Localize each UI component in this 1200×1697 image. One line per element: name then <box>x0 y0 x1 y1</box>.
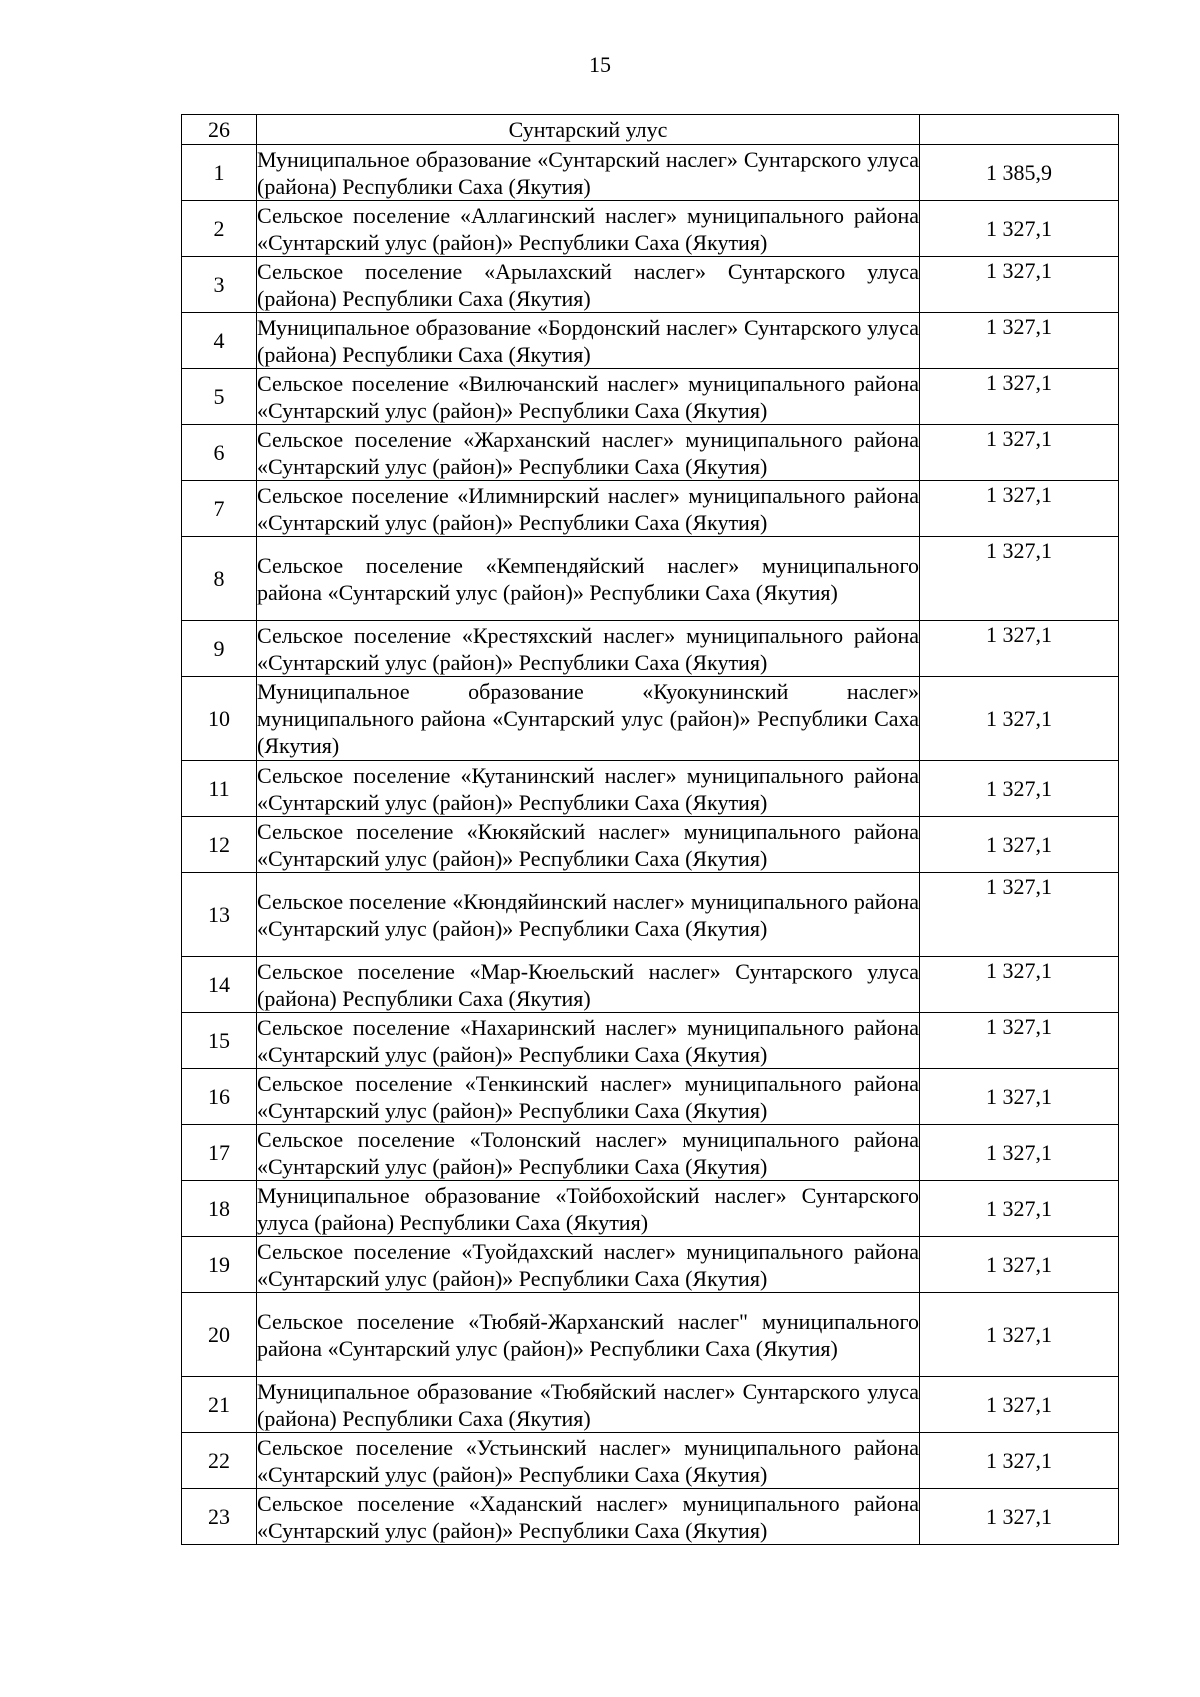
table-row <box>182 201 1119 257</box>
row-value: 1 327,1 <box>920 313 1119 369</box>
row-value: 1 327,1 <box>920 1237 1119 1293</box>
row-value: 1 327,1 <box>920 1125 1119 1181</box>
row-name: Муниципальное образование «Сунтарский наслег» Сунтарского улуса (района) Республики Саха (Якутия) <box>257 146 919 199</box>
table-row <box>182 873 1119 957</box>
row-number: 14 <box>182 957 257 1013</box>
row-number: 6 <box>182 425 257 481</box>
row-name: Сельское поселение «Тюбяй-Жарханский наслег" муниципального района «Сунтарский улус (район)» Республики Саха (Якутия) <box>257 1293 920 1377</box>
table-row <box>182 1377 1119 1433</box>
row-number: 11 <box>182 761 257 817</box>
table-row <box>182 1433 1119 1489</box>
row-name: Сельское поселение «Аллагинский наслег» муниципального района «Сунтарский улус (район)» Республики Саха (Якутия) <box>257 202 919 255</box>
allocation-table <box>181 114 1119 1545</box>
table-row <box>182 1125 1119 1181</box>
table-row <box>182 957 1119 1013</box>
row-value: 1 327,1 <box>920 957 1119 1013</box>
row-number: 17 <box>182 1125 257 1181</box>
row-value: 1 327,1 <box>920 1433 1119 1489</box>
row-number: 9 <box>182 621 257 677</box>
row-value: 1 327,1 <box>920 873 1119 957</box>
row-value: 1 327,1 <box>920 201 1119 257</box>
row-name: Сельское поселение «Устьинский наслег» муниципального района «Сунтарский улус (район)» Республики Саха (Якутия) <box>257 1434 919 1487</box>
table-row <box>182 1181 1119 1237</box>
row-name: Сунтарский улус <box>257 115 920 145</box>
row-value <box>920 115 1119 145</box>
row-name: Сельское поселение «Тенкинский наслег» муниципального района «Сунтарский улус (район)» Республики Саха (Якутия) <box>257 1070 919 1123</box>
page-number: 15 <box>589 52 611 77</box>
row-number: 8 <box>182 537 257 621</box>
row-number: 15 <box>182 1013 257 1069</box>
row-name: Сельское поселение «Кутанинский наслег» муниципального района «Сунтарский улус (район)» Республики Саха (Якутия) <box>257 762 919 815</box>
row-number: 16 <box>182 1069 257 1125</box>
row-name: Сельское поселение «Вилючанский наслег» муниципального района «Сунтарский улус (район)» Республики Саха (Якутия) <box>257 370 919 423</box>
row-value: 1 327,1 <box>920 425 1119 481</box>
row-number: 7 <box>182 481 257 537</box>
row-value: 1 327,1 <box>920 537 1119 621</box>
row-number: 19 <box>182 1237 257 1293</box>
table-row <box>182 621 1119 677</box>
table-row <box>182 1293 1119 1377</box>
row-value: 1 327,1 <box>920 257 1119 313</box>
table-row <box>182 425 1119 481</box>
row-number: 10 <box>182 677 257 761</box>
row-number: 12 <box>182 817 257 873</box>
row-value: 1 327,1 <box>920 1069 1119 1125</box>
row-number: 23 <box>182 1489 257 1545</box>
row-name: Сельское поселение «Толонский наслег» муниципального района «Сунтарский улус (район)» Республики Саха (Якутия) <box>257 1126 919 1179</box>
row-name: Сельское поселение «Хаданский наслег» муниципального района «Сунтарский улус (район)» Республики Саха (Якутия) <box>257 1490 919 1543</box>
row-number: 26 <box>182 115 257 145</box>
row-name: Муниципальное образование «Тойбохойский наслег» Сунтарского улуса (района) Республики Саха (Якутия) <box>257 1182 919 1235</box>
table-row <box>182 817 1119 873</box>
table-row <box>182 145 1119 201</box>
row-value: 1 327,1 <box>920 1013 1119 1069</box>
row-number: 21 <box>182 1377 257 1433</box>
row-name: Сельское поселение «Крестяхский наслег» муниципального района «Сунтарский улус (район)» Республики Саха (Якутия) <box>257 622 919 675</box>
row-name: Сельское поселение «Кюндяйинский наслег» муниципального района «Сунтарский улус (район)» Республики Саха (Якутия) <box>257 873 920 957</box>
row-number: 2 <box>182 201 257 257</box>
row-value: 1 327,1 <box>920 481 1119 537</box>
row-number: 13 <box>182 873 257 957</box>
table-row <box>182 481 1119 537</box>
row-value: 1 327,1 <box>920 761 1119 817</box>
table-row <box>182 1069 1119 1125</box>
row-value: 1 327,1 <box>920 1293 1119 1377</box>
table-group-row <box>182 115 1119 145</box>
row-value: 1 327,1 <box>920 369 1119 425</box>
row-name: Муниципальное образование «Бордонский наслег» Сунтарского улуса (района) Республики Саха (Якутия) <box>257 314 919 367</box>
table-row <box>182 369 1119 425</box>
table-row <box>182 257 1119 313</box>
row-name: Сельское поселение «Кюкяйский наслег» муниципального района «Сунтарский улус (район)» Республики Саха (Якутия) <box>257 818 919 871</box>
row-number: 5 <box>182 369 257 425</box>
row-number: 1 <box>182 145 257 201</box>
table-row <box>182 1237 1119 1293</box>
row-value: 1 327,1 <box>920 817 1119 873</box>
table-row <box>182 761 1119 817</box>
row-name: Сельское поселение «Туойдахский наслег» муниципального района «Сунтарский улус (район)» Республики Саха (Якутия) <box>257 1238 919 1291</box>
row-value: 1 327,1 <box>920 1181 1119 1237</box>
table-row <box>182 1489 1119 1545</box>
row-value: 1 327,1 <box>920 677 1119 761</box>
row-name: Сельское поселение «Арылахский наслег» Сунтарского улуса (района) Республики Саха (Якутия) <box>257 258 919 311</box>
row-value: 1 327,1 <box>920 1489 1119 1545</box>
row-name: Сельское поселение «Нахаринский наслег» муниципального района «Сунтарский улус (район)» Республики Саха (Якутия) <box>257 1014 919 1067</box>
row-name: Сельское поселение «Мар-Кюельский наслег» Сунтарского улуса (района) Республики Саха (Якутия) <box>257 958 919 1011</box>
row-name: Сельское поселение «Кемпендяйский наслег» муниципального района «Сунтарский улус (район)» Республики Саха (Якутия) <box>257 537 920 621</box>
row-name: Сельское поселение «Илимнирский наслег» муниципального района «Сунтарский улус (район)» Республики Саха (Якутия) <box>257 482 919 535</box>
row-number: 20 <box>182 1293 257 1377</box>
row-value: 1 385,9 <box>920 145 1119 201</box>
row-number: 3 <box>182 257 257 313</box>
row-number: 4 <box>182 313 257 369</box>
table-row <box>182 313 1119 369</box>
row-value: 1 327,1 <box>920 621 1119 677</box>
table-row <box>182 677 1119 761</box>
row-number: 18 <box>182 1181 257 1237</box>
row-number: 22 <box>182 1433 257 1489</box>
row-name: Сельское поселение «Жарханский наслег» муниципального района «Сунтарский улус (район)» Республики Саха (Якутия) <box>257 426 919 479</box>
table-row <box>182 537 1119 621</box>
row-name: Муниципальное образование «Куокунинский наслег» муниципального района «Сунтарский улус (район)» Республики Саха (Якутия) <box>257 677 920 761</box>
row-name: Муниципальное образование «Тюбяйский наслег» Сунтарского улуса (района) Республики Саха (Якутия) <box>257 1378 919 1431</box>
table-row <box>182 1013 1119 1069</box>
row-value: 1 327,1 <box>920 1377 1119 1433</box>
